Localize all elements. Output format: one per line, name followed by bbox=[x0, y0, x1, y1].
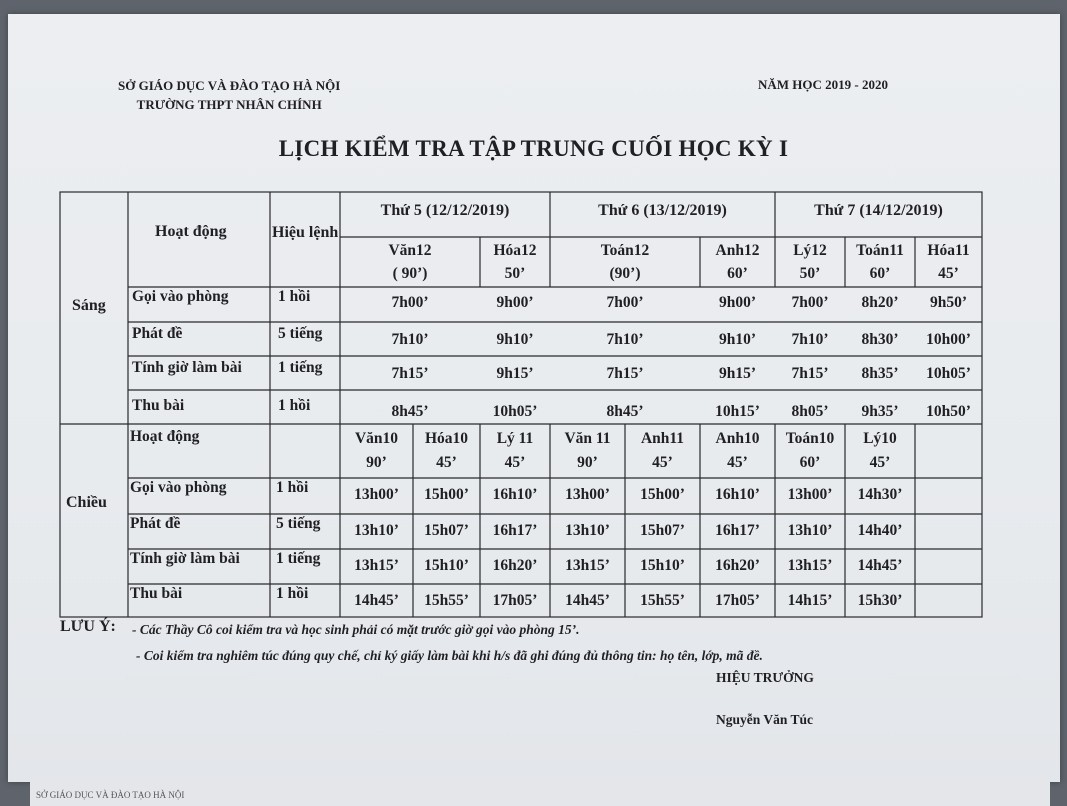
morning-time-r3-c4: 8h05’ bbox=[791, 403, 829, 420]
morning-time-r0-c0: 7h00’ bbox=[391, 294, 429, 311]
note-line-1: - Các Thầy Cô coi kiểm tra và học sinh phải có mặt trước giờ gọi vào phòng 15’. bbox=[132, 622, 580, 637]
morning-time-r1-c3: 9h10’ bbox=[718, 331, 757, 348]
morning-time-r1-c2: 7h10’ bbox=[606, 331, 644, 348]
afternoon-duration-3: 90’ bbox=[577, 454, 598, 471]
header-activity: Hoạt động bbox=[155, 223, 227, 240]
afternoon-subject-0: Văn10 bbox=[354, 430, 399, 447]
afternoon-time-r1-c5: 16h17’ bbox=[715, 522, 760, 539]
afternoon-subject-6: Toán10 bbox=[785, 430, 835, 447]
morning-time-r2-c0: 7h15’ bbox=[391, 365, 429, 382]
morning-time-r0-c1: 9h00’ bbox=[496, 294, 534, 311]
afternoon-header-activity: Hoạt động bbox=[130, 428, 200, 445]
morning-signal-2: 1 tiếng bbox=[278, 359, 323, 376]
afternoon-subject-4: Anh11 bbox=[640, 430, 685, 447]
morning-time-r1-c0: 7h10’ bbox=[391, 331, 429, 348]
morning-time-r1-c4: 7h10’ bbox=[791, 331, 829, 348]
afternoon-time-r3-c5: 17h05’ bbox=[715, 592, 760, 609]
afternoon-time-r3-c1: 15h55’ bbox=[424, 592, 469, 609]
afternoon-time-r0-c5: 16h10’ bbox=[715, 486, 760, 503]
afternoon-time-r1-c4: 15h07’ bbox=[640, 522, 685, 539]
morning-time-r3-c1: 10h05’ bbox=[492, 403, 538, 420]
afternoon-subject-1: Hóa10 bbox=[424, 430, 469, 447]
afternoon-signal-3: 1 hồi bbox=[276, 585, 309, 602]
morning-time-r3-c5: 9h35’ bbox=[861, 403, 899, 420]
morning-subject-2: Toán12 bbox=[600, 242, 650, 259]
afternoon-time-r1-c3: 13h10’ bbox=[565, 522, 610, 539]
afternoon-time-r3-c0: 14h45’ bbox=[354, 592, 399, 609]
day-thu7: Thứ 7 (14/12/2019) bbox=[814, 202, 943, 219]
morning-duration-3: 60’ bbox=[727, 265, 748, 282]
morning-time-r0-c2: 7h00’ bbox=[606, 294, 644, 311]
session-afternoon: Chiều bbox=[66, 494, 107, 511]
afternoon-duration-0: 90’ bbox=[366, 454, 387, 471]
morning-subject-1: Hóa12 bbox=[493, 242, 537, 259]
morning-time-r1-c6: 10h00’ bbox=[926, 331, 971, 348]
afternoon-duration-4: 45’ bbox=[652, 454, 673, 471]
morning-activity-3: Thu bài bbox=[132, 397, 185, 414]
morning-time-r3-c2: 8h45’ bbox=[606, 403, 644, 420]
afternoon-time-r2-c1: 15h10’ bbox=[424, 557, 469, 574]
afternoon-time-r3-c4: 15h55’ bbox=[640, 592, 685, 609]
morning-subject-0: Văn12 bbox=[388, 242, 432, 259]
afternoon-time-r2-c0: 13h15’ bbox=[354, 557, 399, 574]
session-morning: Sáng bbox=[72, 297, 106, 314]
afternoon-time-r0-c2: 16h10’ bbox=[492, 486, 538, 503]
afternoon-duration-7: 45’ bbox=[869, 454, 891, 471]
afternoon-time-r0-c7: 14h30’ bbox=[857, 486, 903, 503]
afternoon-time-r0-c6: 13h00’ bbox=[787, 486, 833, 503]
afternoon-signal-1: 5 tiếng bbox=[276, 515, 321, 532]
next-paper-sheet bbox=[30, 776, 1050, 806]
morning-signal-0: 1 hồi bbox=[278, 288, 311, 305]
morning-duration-1: 50’ bbox=[504, 265, 526, 282]
document-title: LỊCH KIỂM TRA TẬP TRUNG CUỐI HỌC KỲ I bbox=[278, 136, 789, 161]
morning-time-r2-c3: 9h15’ bbox=[718, 365, 757, 382]
afternoon-signal-0: 1 hồi bbox=[276, 479, 309, 496]
afternoon-time-r1-c0: 13h10’ bbox=[354, 522, 399, 539]
morning-time-r2-c2: 7h15’ bbox=[606, 365, 644, 382]
school-year: NĂM HỌC 2019 - 2020 bbox=[758, 77, 888, 92]
morning-subject-3: Anh12 bbox=[715, 242, 760, 259]
morning-time-r0-c6: 9h50’ bbox=[929, 294, 968, 311]
afternoon-time-r3-c7: 15h30’ bbox=[857, 592, 903, 609]
afternoon-time-r0-c1: 15h00’ bbox=[424, 486, 469, 503]
afternoon-time-r3-c2: 17h05’ bbox=[492, 592, 538, 609]
signature-name: Nguyễn Văn Túc bbox=[716, 712, 814, 727]
afternoon-subject-5: Anh10 bbox=[715, 430, 760, 447]
afternoon-time-r0-c3: 13h00’ bbox=[565, 486, 610, 503]
afternoon-time-r2-c3: 13h15’ bbox=[565, 557, 610, 574]
morning-subject-5: Toán11 bbox=[856, 242, 904, 259]
afternoon-activity-3: Thu bài bbox=[130, 585, 183, 602]
header-signal: Hiệu lệnh bbox=[272, 224, 339, 241]
afternoon-activity-1: Phát đề bbox=[130, 515, 181, 532]
morning-subject-6: Hóa11 bbox=[927, 242, 970, 259]
morning-duration-4: 50’ bbox=[799, 265, 821, 282]
morning-duration-5: 60’ bbox=[869, 265, 891, 282]
morning-duration-0: ( 90’) bbox=[392, 265, 428, 282]
morning-activity-1: Phát đề bbox=[132, 325, 183, 342]
morning-time-r0-c4: 7h00’ bbox=[791, 294, 829, 311]
morning-activity-0: Gọi vào phòng bbox=[132, 288, 229, 305]
afternoon-time-r2-c4: 15h10’ bbox=[640, 557, 685, 574]
morning-signal-1: 5 tiếng bbox=[278, 325, 323, 342]
afternoon-time-r0-c0: 13h00’ bbox=[354, 486, 399, 503]
afternoon-time-r1-c6: 13h10’ bbox=[787, 522, 833, 539]
morning-time-r0-c5: 8h20’ bbox=[861, 294, 899, 311]
morning-time-r0-c3: 9h00’ bbox=[718, 294, 757, 311]
morning-time-r1-c1: 9h10’ bbox=[496, 331, 534, 348]
morning-time-r2-c1: 9h15’ bbox=[496, 365, 534, 382]
morning-time-r3-c3: 10h15’ bbox=[715, 403, 760, 420]
afternoon-time-r1-c2: 16h17’ bbox=[492, 522, 538, 539]
afternoon-time-r0-c4: 15h00’ bbox=[640, 486, 685, 503]
morning-activity-2: Tính giờ làm bài bbox=[132, 359, 242, 376]
morning-time-r3-c6: 10h50’ bbox=[926, 403, 971, 420]
header-left bbox=[118, 76, 340, 114]
morning-time-r3-c0: 8h45’ bbox=[391, 403, 429, 420]
morning-time-r2-c6: 10h05’ bbox=[926, 365, 971, 382]
afternoon-subject-7: Lý10 bbox=[863, 430, 897, 447]
morning-time-r2-c5: 8h35’ bbox=[861, 365, 899, 382]
morning-time-r2-c4: 7h15’ bbox=[791, 365, 829, 382]
afternoon-duration-5: 45’ bbox=[727, 454, 748, 471]
afternoon-time-r1-c7: 14h40’ bbox=[857, 522, 903, 539]
department-name: SỞ GIÁO DỤC VÀ ĐÀO TẠO HÀ NỘI bbox=[118, 78, 341, 93]
signature-role: HIỆU TRƯỞNG bbox=[716, 670, 814, 685]
afternoon-activity-2: Tính giờ làm bài bbox=[130, 550, 240, 567]
day-thu5: Thứ 5 (12/12/2019) bbox=[380, 202, 510, 219]
afternoon-activity-0: Gọi vào phòng bbox=[130, 479, 227, 496]
notes-label: LƯU Ý: bbox=[60, 618, 116, 635]
afternoon-time-r1-c1: 15h07’ bbox=[424, 522, 469, 539]
next-sheet-header: SỞ GIÁO DỤC VÀ ĐÀO TẠO HÀ NỘI bbox=[36, 790, 185, 800]
morning-subject-4: Lý12 bbox=[793, 242, 827, 259]
afternoon-duration-1: 45’ bbox=[436, 454, 457, 471]
afternoon-time-r3-c3: 14h45’ bbox=[565, 592, 610, 609]
afternoon-subject-2: Lý 11 bbox=[496, 430, 534, 447]
afternoon-time-r2-c2: 16h20’ bbox=[492, 557, 538, 574]
morning-duration-6: 45’ bbox=[938, 265, 959, 282]
afternoon-duration-6: 60’ bbox=[799, 454, 821, 471]
school-name: TRƯỜNG THPT NHÂN CHÍNH bbox=[136, 97, 322, 112]
afternoon-duration-2: 45’ bbox=[504, 454, 526, 471]
note-line-2: - Coi kiểm tra nghiêm túc đúng quy chế, chỉ ký giấy làm bài khi h/s đã ghi đúng đủ thông tin: họ tên, lớp, mã đề. bbox=[136, 648, 763, 663]
afternoon-time-r2-c6: 13h15’ bbox=[787, 557, 833, 574]
afternoon-time-r3-c6: 14h15’ bbox=[787, 592, 833, 609]
morning-time-r1-c5: 8h30’ bbox=[861, 331, 899, 348]
afternoon-time-r2-c7: 14h45’ bbox=[857, 557, 903, 574]
afternoon-signal-2: 1 tiếng bbox=[276, 550, 321, 567]
day-thu6: Thứ 6 (13/12/2019) bbox=[598, 202, 727, 219]
afternoon-time-r2-c5: 16h20’ bbox=[715, 557, 760, 574]
morning-signal-3: 1 hồi bbox=[278, 397, 311, 414]
morning-duration-2: (90’) bbox=[609, 265, 641, 282]
afternoon-subject-3: Văn 11 bbox=[564, 430, 611, 447]
